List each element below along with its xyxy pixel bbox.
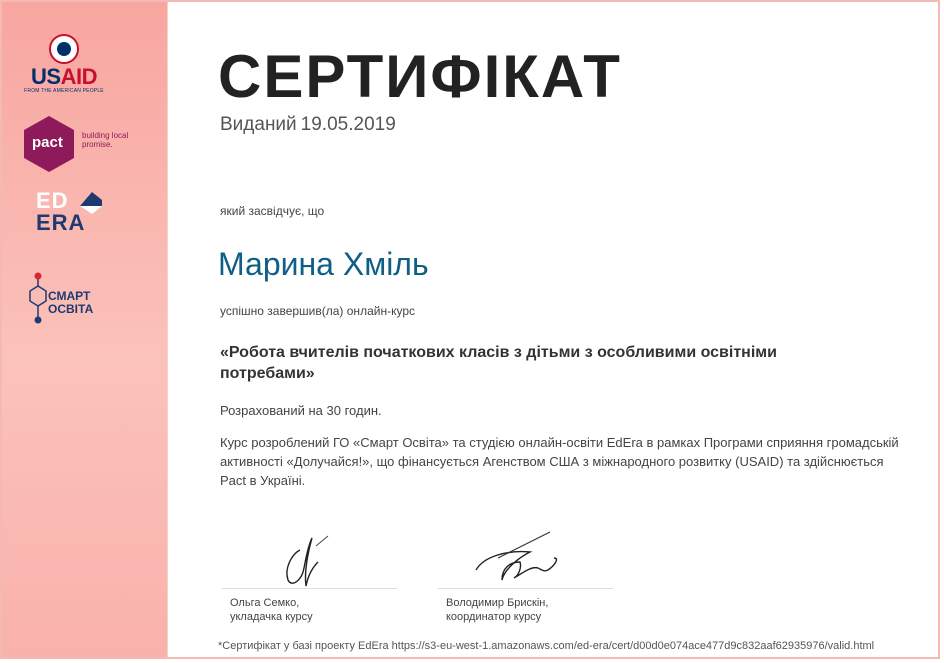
pact-logo — [24, 116, 134, 172]
logo-sidebar — [2, 2, 167, 657]
edera-logo — [36, 190, 106, 244]
verification-footnote: *Сертифікат у базі проекту EdEra https://s3-eu-west-1.amazonaws.com/ed-era/cert/d00d0e074ace477d9c832aaf62935976/valid.html — [218, 640, 875, 652]
smart-osvita-logo — [28, 272, 118, 326]
course-title: «Робота вчителів початкових класів з дітьми з особливими освітніми потребами» — [220, 344, 777, 382]
course-description: Курс розроблений ГО «Смарт Освіта» та студією онлайн-освіти EdEra в рамках Програми сприяння громадській активності «Долучайся!», що фінансується Агенством США з міжнародного розвитку (USAID) та здійснюється Pact в Україні. — [220, 435, 899, 488]
usaid-logo — [22, 34, 106, 96]
usaid-wordmark: USAID — [31, 64, 97, 89]
signature-block-author — [222, 528, 397, 626]
issued-label: Виданий — [220, 114, 297, 135]
pact-wordmark: pact — [32, 134, 63, 151]
edera-wordmark-bottom: ERA — [36, 210, 86, 235]
issued-line — [220, 114, 396, 136]
certificate-title: СЕРТИФІКАТ — [218, 43, 622, 110]
course-hours: Розрахований на 30 годин. — [220, 403, 382, 418]
usaid-tagline: FROM THE AMERICAN PEOPLE — [24, 88, 104, 94]
confirms-text: який засвідчує, що — [220, 204, 325, 218]
signature-line — [438, 588, 613, 589]
usaid-seal-icon — [49, 34, 79, 64]
issued-date: 19.05.2019 — [300, 114, 396, 135]
edera-wordmark-top: ED — [36, 188, 69, 213]
sidebar-divider — [167, 2, 168, 657]
signatory-author: Ольга Семко, укладачка курсу — [230, 597, 313, 623]
signature-image-author — [222, 528, 397, 588]
recipient-name: Марина Хміль — [218, 246, 429, 282]
edera-chevron-icon — [80, 192, 102, 214]
signature-block-coordinator — [438, 528, 613, 626]
signature-line — [222, 588, 397, 589]
smart-osvita-wordmark: СМАРТ ОСВІТА — [48, 289, 94, 316]
completed-text: успішно завершив(ла) онлайн-курс — [220, 304, 415, 318]
pact-tagline: building local promise. — [82, 131, 129, 149]
signature-image-coordinator — [438, 528, 613, 588]
signatory-coordinator: Володимир Брискін, координатор курсу — [446, 597, 549, 623]
